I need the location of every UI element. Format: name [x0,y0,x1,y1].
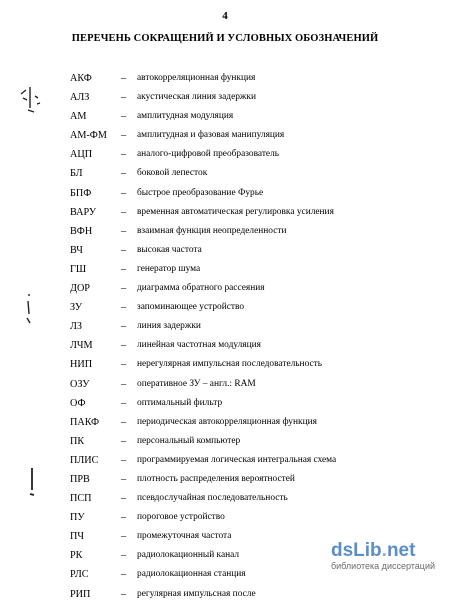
abbreviation-definition: акустическая линия задержки [137,92,256,103]
abbreviation-dash: – [121,149,127,161]
abbreviation-list [0,69,450,604]
abbreviation-dash: – [121,206,127,218]
abbreviation-definition: высокая частота [137,244,202,255]
abbreviation-definition: оптимальный фильтр [137,397,223,408]
abbreviation-row [0,203,450,222]
abbreviation-row [0,126,450,145]
abbreviation-row [0,375,450,394]
abbreviation-row [0,508,450,527]
abbreviation-definition: амплитудная и фазовая манипуляция [137,130,285,141]
abbreviation-term: ОФ [70,397,86,409]
abbreviation-dash: – [121,435,127,447]
abbreviation-definition: радиолокационная станция [137,569,246,580]
abbreviation-term: БПФ [70,187,92,199]
abbreviation-definition: пороговое устройство [137,512,225,523]
abbreviation-dash: – [121,416,127,428]
page-title: ПЕРЕЧЕНЬ СОКРАЩЕНИЙ И УСЛОВНЫХ ОБОЗНАЧЕНИЙ [71,33,379,44]
abbreviation-definition: автокорреляционная функция [137,73,256,83]
abbreviation-term: ПРВ [70,473,90,485]
watermark-subtitle: библиотека диссертаций [331,561,436,571]
abbreviation-row [0,451,450,470]
page-number: 4 [222,10,228,22]
abbreviation-term: БЛ [70,168,83,180]
abbreviation-dash: – [121,73,127,84]
abbreviation-row [0,470,450,489]
abbreviation-row [0,355,450,374]
abbreviation-definition: периодическая автокорреляционная функция [137,416,317,427]
abbreviation-term: ВЧ [70,244,83,256]
abbreviation-term: ПЧ [70,531,84,543]
abbreviation-row [0,107,450,126]
abbreviation-dash: – [121,130,127,142]
abbreviation-dash: – [121,531,127,543]
abbreviation-definition: взаимная функция неопределенности [137,225,287,236]
abbreviation-dash: – [121,397,127,409]
abbreviation-row [0,317,450,336]
abbreviation-definition: запоминающее устройство [137,302,245,313]
abbreviation-definition: временная автоматическая регулировка усиления [137,206,334,217]
site-watermark [331,541,436,571]
abbreviation-dash: – [121,550,127,562]
abbreviation-definition: радиолокационный канал [137,550,240,561]
abbreviation-dash: – [121,378,127,390]
abbreviation-term: ВФН [70,225,93,237]
abbreviation-term: АЦП [70,149,93,161]
abbreviation-term: РИП [70,588,91,600]
abbreviation-definition: линия задержки [137,321,201,332]
abbreviation-dash: – [121,92,127,104]
abbreviation-dash: – [121,111,127,123]
abbreviation-row [0,184,450,203]
abbreviation-term: ЛЗ [70,321,83,333]
abbreviation-row [0,164,450,183]
abbreviation-dash: – [121,493,127,505]
abbreviation-row [0,222,450,241]
abbreviation-definition: быстрое преобразование Фурье [137,187,264,198]
abbreviation-term: ПУ [70,512,85,524]
abbreviation-definition: генератор шума [137,263,201,274]
abbreviation-term: ЗУ [70,302,83,314]
abbreviation-term: ПЛИС [70,454,99,466]
abbreviation-term: ЛЧМ [70,340,93,352]
abbreviation-term: ПСП [70,493,92,505]
watermark-logo: dsLib.net [331,540,416,561]
abbreviation-dash: – [121,321,127,333]
abbreviation-definition: регулярная импульсная после [137,588,256,599]
abbreviation-term: НИП [70,359,93,371]
abbreviation-dash: – [121,512,127,524]
abbreviation-definition: боковой лепесток [137,168,208,179]
abbreviation-dash: – [121,263,127,275]
abbreviation-row [0,69,450,88]
abbreviation-definition: промежуточная частота [137,531,232,542]
abbreviation-row [0,88,450,107]
abbreviation-dash: – [121,569,127,581]
abbreviation-row [0,413,450,432]
abbreviation-term: ПК [70,435,85,447]
abbreviation-term: РК [70,550,83,562]
abbreviation-term: ГШ [70,263,87,275]
abbreviation-dash: – [121,588,127,600]
abbreviation-term: ОЗУ [70,378,90,390]
abbreviation-definition: нерегулярная импульсная последовательность [137,359,323,370]
abbreviation-term: РЛС [70,569,89,581]
abbreviation-definition: оперативное ЗУ – англ.: RAM [137,378,256,389]
abbreviation-definition: амплитудная модуляция [137,111,234,122]
abbreviation-row [0,394,450,413]
abbreviation-row [0,260,450,279]
abbreviation-row [0,489,450,508]
abbreviation-row [0,279,450,298]
abbreviation-dash: – [121,187,127,199]
abbreviation-definition: псевдослучайная последовательность [137,493,288,504]
abbreviation-row [0,298,450,317]
abbreviation-row [0,241,450,260]
abbreviation-dash: – [121,359,127,371]
abbreviation-dash: – [121,302,127,314]
abbreviation-dash: – [121,340,127,352]
abbreviation-term: АКФ [70,73,92,84]
abbreviation-dash: – [121,168,127,180]
abbreviation-term: АМ [70,111,87,123]
abbreviation-definition: персональный компьютер [137,435,241,446]
abbreviation-row [0,145,450,164]
abbreviation-term: АМ-ФМ [70,130,107,142]
abbreviation-term: ПАКФ [70,416,100,428]
abbreviation-definition: диаграмма обратного рассеяния [137,283,265,294]
abbreviation-definition: программируемая логическая интегральная схема [137,454,337,465]
abbreviation-term: АЛЗ [70,92,90,104]
abbreviation-definition: аналого-цифровой преобразователь [137,149,280,160]
abbreviation-row [0,585,450,604]
abbreviation-dash: – [121,244,127,256]
abbreviation-dash: – [121,283,127,295]
abbreviation-definition: линейная частотная модуляция [137,340,261,351]
abbreviation-definition: плотность распределения вероятностей [137,473,295,484]
abbreviation-row [0,432,450,451]
abbreviation-dash: – [121,225,127,237]
abbreviation-dash: – [121,454,127,466]
abbreviation-dash: – [121,473,127,485]
abbreviation-term: ВАРУ [70,206,97,218]
abbreviation-term: ДОР [70,283,90,295]
abbreviation-row [0,336,450,355]
